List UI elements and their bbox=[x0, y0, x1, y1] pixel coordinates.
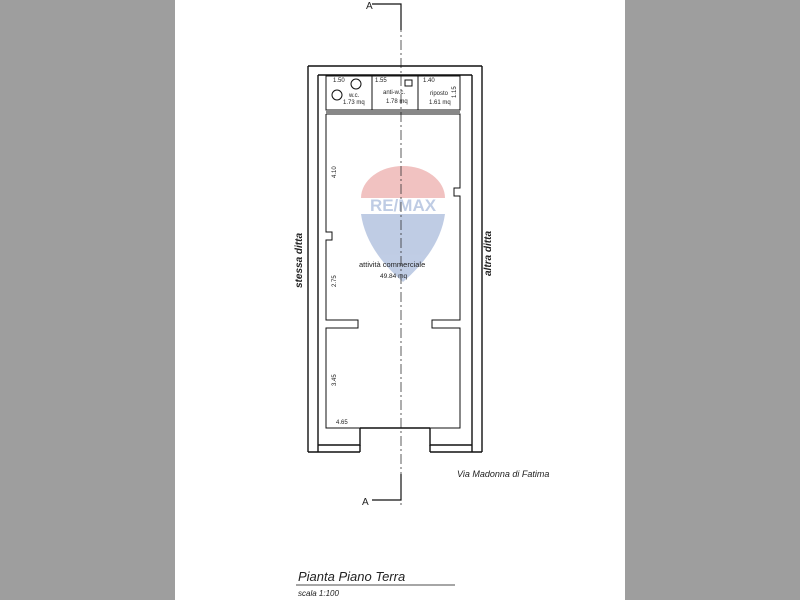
dim-4-65: 4.65 bbox=[336, 420, 348, 426]
neighbor-left: stessa ditta bbox=[294, 232, 305, 288]
antiwc-area: 1.78 mq bbox=[386, 99, 408, 105]
riposto-area: 1.61 mq bbox=[429, 100, 451, 106]
sink-icon-2 bbox=[405, 80, 412, 86]
balloon-bottom bbox=[361, 214, 445, 282]
dim-2-75: 2.75 bbox=[332, 275, 338, 287]
riposto-name: riposto bbox=[430, 91, 449, 97]
floor-plan bbox=[175, 0, 625, 600]
sink-icon bbox=[351, 79, 361, 89]
antiwc-width: 1.55 bbox=[375, 78, 387, 84]
balloon-top bbox=[361, 166, 445, 198]
wc-width: 1.50 bbox=[333, 78, 345, 84]
antiwc-name: anti-w.c. bbox=[383, 90, 406, 96]
section-marker-top: A bbox=[366, 1, 373, 12]
riposto-width: 1.40 bbox=[423, 78, 435, 84]
wc-area: 1.73 mq bbox=[343, 100, 365, 106]
main-room-name: attività commerciale bbox=[359, 260, 426, 269]
section-marker-bottom: A bbox=[362, 497, 369, 508]
dimension-labels bbox=[332, 166, 348, 426]
dim-3-45: 3.45 bbox=[332, 374, 338, 386]
plan-scale: scala 1:100 bbox=[298, 589, 339, 598]
riposto-depth: 1.15 bbox=[452, 86, 458, 98]
neighbor-right: altra ditta bbox=[483, 230, 494, 276]
watermark-text: RE/MAX bbox=[369, 196, 437, 215]
wc-bowl-icon bbox=[332, 90, 342, 100]
wc-name: w.c. bbox=[349, 93, 360, 99]
plan-sheet bbox=[175, 0, 625, 600]
street-name: Via Madonna di Fatima bbox=[457, 469, 550, 479]
main-room-area: 49.84 mq bbox=[380, 273, 408, 280]
plan-title: Pianta Piano Terra bbox=[298, 569, 406, 584]
dim-4-10: 4.10 bbox=[332, 166, 338, 178]
